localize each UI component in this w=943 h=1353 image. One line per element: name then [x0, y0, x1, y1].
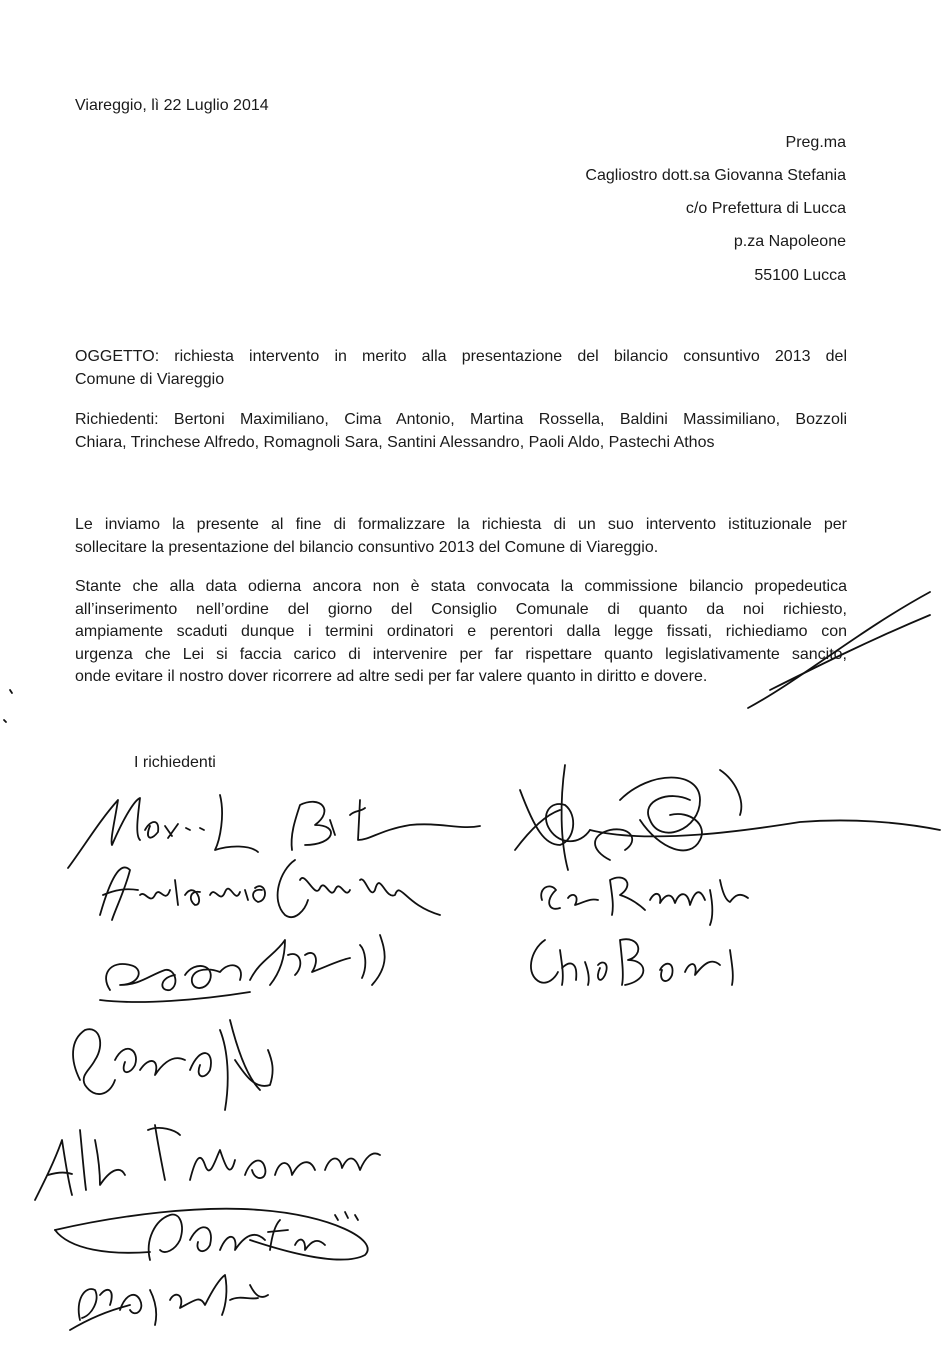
requesters-line: Richiedenti: Bertoni Maximiliano, Cima Antonio, Martina Rossella, Baldini Massimiliano, Bozzoli: [75, 411, 847, 428]
signature-bozzoli: [531, 939, 733, 985]
signature-romagnoli: [541, 878, 748, 925]
margin-strike-line: [748, 592, 930, 708]
recipient-street: p.za Napoleone: [733, 233, 846, 250]
subject-line: OGGETTO: richiesta intervento in merito alla presentazione del bilancio consuntivo 2013 del: [75, 348, 847, 365]
signature-santini: [55, 1209, 368, 1260]
subject-line: Comune di Viareggio: [75, 370, 225, 388]
body-line: onde evitare il nostro dover ricorrere ad altre sedi per far valere quanto in diritto e dovere.: [75, 668, 708, 685]
signature-martina: [73, 1020, 273, 1110]
recipient-office: c/o Prefettura di Lucca: [685, 200, 846, 217]
body-line: sollecitare la presentazione del bilancio consuntivo 2013 del Comune di Viareggio.: [75, 538, 659, 556]
body-line: urgenza che Lei si faccia carico di intervenire per far rispettare quanto legislativamente sancito,: [75, 645, 847, 663]
recipient-city: 55100 Lucca: [754, 267, 846, 284]
body-line: Le inviamo la presente al fine di formalizzare la richiesta di un suo intervento istituzionale per: [75, 516, 847, 533]
signature-paoli: [70, 1275, 268, 1330]
date-line: Viareggio, lì 22 Luglio 2014: [75, 97, 269, 114]
signature-right-top: [515, 765, 940, 870]
signatures-label: I richiedenti: [134, 754, 216, 771]
recipient-name: Cagliostro dott.sa Giovanna Stefania: [585, 167, 846, 184]
body-line: ampiamente scaduti dunque i termini ordinatori e perentori dalla legge fissati, richiediamo con: [75, 623, 847, 640]
signature-bertoni: [68, 795, 480, 868]
body-line: Stante che alla data odierna ancora non è stata convocata la commissione bilancio propedeutica: [75, 578, 847, 595]
recipient-salutation: Preg.ma: [785, 134, 846, 151]
signature-baldini: [100, 935, 385, 1002]
body-line: all’inserimento nell’ordine del giorno del Consiglio Comunale di quanto da noi richiesto,: [75, 600, 847, 618]
margin-mark: [4, 690, 12, 722]
margin-strike-line: [770, 615, 930, 690]
signature-trinchese: [35, 1125, 380, 1200]
signature-cima: [100, 860, 440, 920]
requesters-line: Chiara, Trinchese Alfredo, Romagnoli Sara, Santini Alessandro, Paoli Aldo, Pastechi Athos: [75, 433, 715, 451]
